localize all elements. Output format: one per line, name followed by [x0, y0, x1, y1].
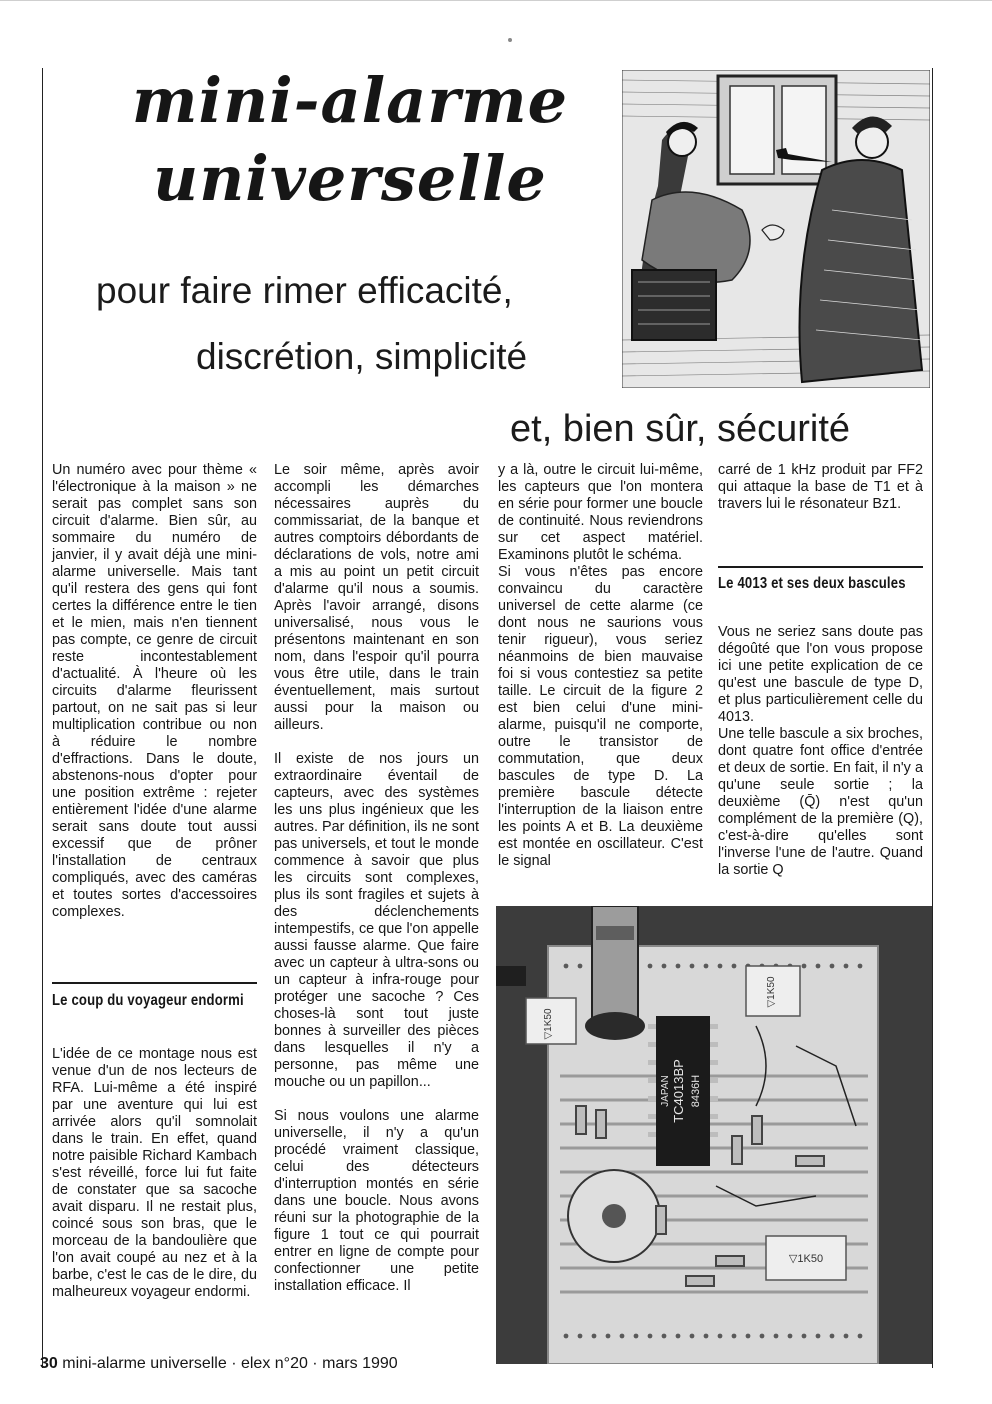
article-title-line1: mini-alarme: [131, 64, 569, 137]
section-heading-voyageur: Le coup du voyageur endormi: [52, 992, 244, 1009]
page-footer: [40, 1354, 398, 1374]
left-margin-rule: [42, 68, 43, 1368]
subtitle-line3: et, bien sûr, sécurité: [510, 408, 851, 450]
speck: [508, 38, 512, 42]
column-1-continued: [52, 1046, 257, 1301]
capacitor-label-1: ▽1K50: [543, 1008, 554, 1040]
paragraph-boucle: y a là, outre le circuit lui-même, les capteurs que l'on montera en série pour former une boucle de continuité. Nous reviendrons sur cet aspect matériel. Examinons plutôt le schéma.: [498, 462, 703, 563]
section-rule-1: [52, 982, 257, 984]
paragraph-voyageur: L'idée de ce montage nous est venue d'un de nos lecteurs de RFA. Lui-même a été inspiré par une aventure qui lui est arrivée alors qu'il somnolait dans le train. En effet, quand notre paisible Richard Kambach s'est réveillé, force lui fut faite de constater que sa sacoche avait disparu. Il ne restait plus, coincé sous son bras, que le morceau de la bandoulière que l'on avait coupé au nez et à la barbe, c'est le cas de le dire, du malheureux voyageur endormi.: [52, 1046, 257, 1300]
paragraph-soir-meme: Le soir même, après avoir accompli les démarches nécessaires auprès du commissariat, de la banque et autres comptoirs débordants de déclarations de vols, notre ami a mis au point un petit circuit d'alarme qu'il nous a soumis. Après l'avoir arrangé, disons universalisé, nous vous le présentons maintenant en son nom, dans l'espoir qu'il pourra vous être utile, dans le train éventuellement, mais surtout aussi pour la maison ou ailleurs.: [274, 462, 479, 733]
capacitor-label-3: ▽1K50: [788, 1253, 824, 1265]
column-1: [52, 462, 257, 921]
paragraph-intro: Un numéro avec pour thème « l'électronique à la maison » ne serait pas complet sans son circuit d'alarme. Bien sûr, au sommaire du numéro de janvier, il y avait déjà une mini-alarme universelle. Mais tant qu'il restera des gens qui font certes la différence entre le tien et le mien, mais n'en tiennent pas compte, ce genre de circuit reste incontestablement d'actualité. À l'heure où les circuits d'alarme fleurissent partout, on ne sait pas si leur multiplication contribue ou non à réduire le nombre d'effractions. Dans le doute, abstenons-nous d'opter pour une position extrême : rejeter entièrement l'idée d'une alarme serait sans doute tout aussi excessif que de prôner l'installation de centraux compliqués, avec des caméras et toutes sortes d'accessoires complexes.: [52, 462, 257, 920]
capacitor-label-2: ▽1K50: [766, 976, 777, 1008]
subtitle-line1: pour faire rimer efficacité,: [96, 270, 513, 311]
paragraph-bascule-d: Vous ne seriez sans doute pas dégoûté que l'on vous propose ici une petite explication de ce qu'est une bascule de type D, et plus particulièrement celle du 4013.: [718, 624, 923, 725]
section-rule-2: [718, 566, 923, 568]
chip-label: TC4013BP: [671, 1059, 686, 1123]
chip-date-code: 8436H: [690, 1074, 702, 1108]
column-4: [718, 462, 923, 513]
paragraph-six-broches: Une telle bascule a six broches, dont quatre font office d'entrée et deux de sortie. En fait, il n'y a qu'une seule sortie ; la deuxième (Q̄) n'est qu'un complément de la première (Q), c'est-à-dire qu'elles sont l'inverse l'une de l'autre. Quand la sortie Q: [718, 726, 923, 878]
page-number: 30: [40, 1355, 58, 1372]
paragraph-schema: Si vous n'êtes pas encore convaincu du caractère universel de cette alarme (ce dont nous ne saurions vous tenir rigueur), vous seriez néanmoins de bien mauvaise foi si vous contestiez sa petite taille. Le circuit de la figure 2 est bien celui d'une mini-alarme, puisqu'il ne comporte, outre le transistor de commutation, que deux bascules de type D. La première bascule détecte l'interruption de la liaison entre les points A et B. La deuxième est montée en oscillateur. C'est le signal: [498, 564, 703, 869]
top-edge: [0, 0, 992, 1]
right-margin-rule: [932, 68, 933, 1368]
paragraph-carre: carré de 1 kHz produit par FF2 qui attaque la base de T1 et à travers lui le résonateur Bz1.: [718, 462, 923, 512]
column-4-continued: [718, 624, 923, 879]
paragraph-capteurs: Il existe de nos jours un extraordinaire éventail de capteurs, avec des systèmes les uns plus ingénieux que les autres. Par définition, ils ne sont pas universels, et tout le monde commence à savoir que plus les circuits sont complexes, plus ils sont fragiles et sujets à des déclenchements intempestifs, ce que l'on appelle aussi fausse alarme. Que faire avec un capteur à ultra-sons ou un capteur à infra-rouge pour protéger une sacoche ? Ces choses-là sont tout juste bonnes à surveiller des pièces dans lesquelles il n'y a personne, pas même une mouche ou un papillon...: [274, 751, 479, 1090]
footer-text: mini-alarme universelle · elex n°20 · mars 1990: [62, 1355, 398, 1372]
circuit-board-photo: [496, 906, 932, 1364]
train-robbery-illustration: [622, 70, 930, 388]
chip-origin: JAPAN: [660, 1075, 671, 1107]
column-2: [274, 462, 479, 1295]
column-3: [498, 462, 703, 870]
paragraph-alarme-universelle: Si nous voulons une alarme universelle, il n'y a qu'un procédé vraiment classique, celui des détecteurs d'interruption montés en série dans une boucle. Nous avons réuni sur la photographie de la figure 1 tout ce qui pourrait entrer en ligne de compte pour confectionner une petite installation efficace. Il: [274, 1108, 479, 1294]
subtitle-line2: discrétion, simplicité: [196, 336, 528, 377]
section-heading-4013: Le 4013 et ses deux bascules: [718, 575, 906, 592]
article-title-line2: universelle: [153, 142, 547, 215]
